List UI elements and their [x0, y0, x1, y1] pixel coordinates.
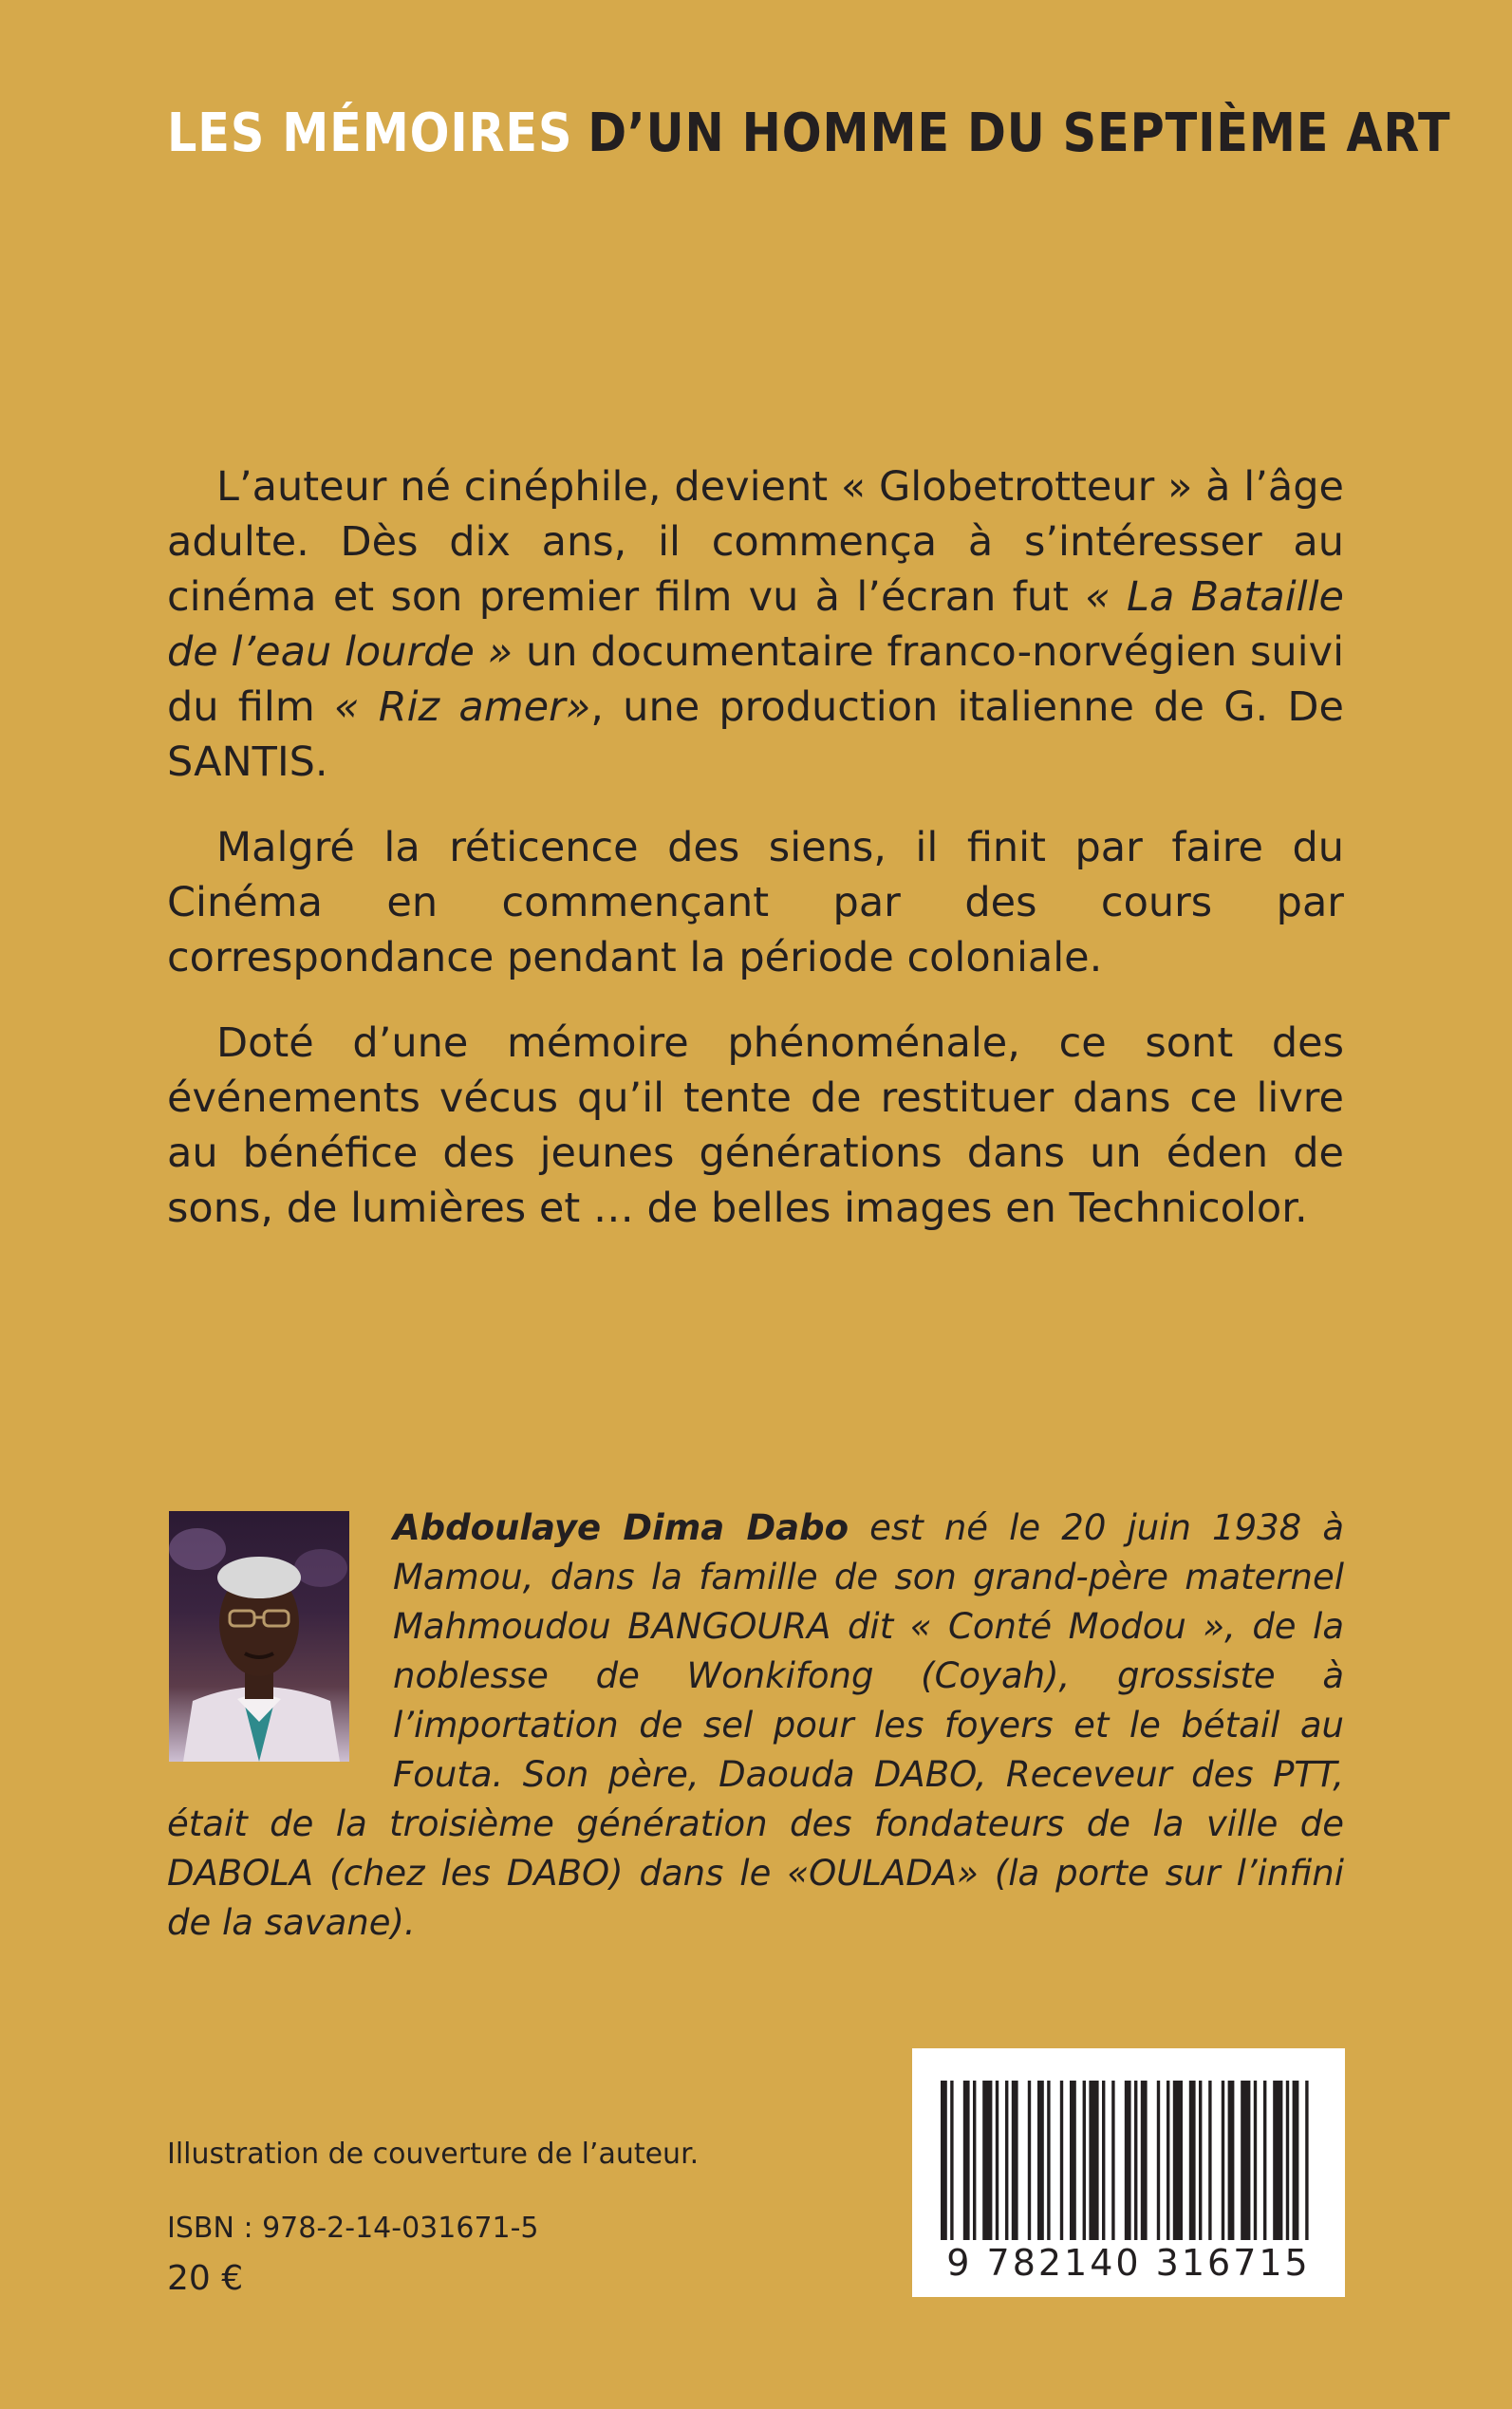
barcode-bar [1199, 2081, 1202, 2240]
isbn: ISBN : 978-2-14-031671-5 [167, 2212, 539, 2245]
barcode-bar [1254, 2081, 1257, 2240]
barcode-bar [1070, 2081, 1076, 2240]
barcode-bar [1263, 2081, 1266, 2240]
barcode-bar [1111, 2081, 1114, 2240]
barcode-bar [1141, 2081, 1148, 2240]
blurb-paragraph-1: L’auteur né cinéphile, devient « Globetrotteur » à l’âge adulte. Dès dix ans, il commença à s’intéresser au cinéma et son premier film vu à l’écran fut « La Bataille de l’eau lourde » un documentaire franco-norvégien suivi du film « Riz amer», une production italienne de G. De SANTIS. [167, 463, 1345, 786]
barcode-bar [1012, 2081, 1018, 2240]
barcode-bar [1037, 2081, 1044, 2240]
barcode-bar [1102, 2081, 1105, 2240]
barcode-bar [1167, 2081, 1169, 2240]
barcode-bar [1208, 2081, 1211, 2240]
barcode-bar [1293, 2081, 1299, 2240]
barcode-bar [1028, 2081, 1031, 2240]
barcode-bar [1125, 2081, 1131, 2240]
title-part-1: LES MÉMOIRES [167, 103, 573, 164]
barcode-bar [1005, 2081, 1008, 2240]
barcode-bar [973, 2081, 976, 2240]
barcode-bar [1228, 2081, 1235, 2240]
title-part-2: D’UN HOMME DU SEPTIÈME ART [588, 103, 1451, 164]
barcode [912, 2048, 1345, 2297]
barcode-bar [1273, 2081, 1282, 2240]
author-biography: Abdoulaye Dima Dabo est né le 20 juin 1938 à Mamou, dans la famille de son grand-père maternel Mahmoudou BANGOURA dit « Conté Modou », de la noblesse de Wonkifong (Coyah), grossiste à l’importation de sel pour les foyers et le bétail au Fouta. Son père, Daouda DABO, Receveur des PTT, était de la troisième génération des fondateurs de la ville de DABOLA (chez les DABO) dans le «OULADA» (la porte sur l’infini de la savane). [167, 1507, 1345, 1943]
blurb-paragraph-2: Malgré la réticence des siens, il finit par faire du Cinéma en commençant par des cours par correspondance pendant la période coloniale. [167, 824, 1344, 981]
barcode-bar [1134, 2081, 1137, 2240]
barcode-bar [1083, 2081, 1086, 2240]
barcode-bar [1189, 2081, 1196, 2240]
barcode-bar [1047, 2081, 1050, 2240]
barcode-bar [1222, 2081, 1224, 2240]
barcode-bar [1089, 2081, 1098, 2240]
barcode-bar [1305, 2081, 1308, 2240]
film-title-1: « La Bataille de l’eau lourde » [167, 573, 1344, 676]
barcode-bar [963, 2081, 970, 2240]
barcode-bar [1157, 2081, 1160, 2240]
barcode-bar [982, 2081, 992, 2240]
barcode-digits: 9 782140 316715 [946, 2242, 1311, 2284]
book-title [167, 103, 1451, 164]
back-cover-blurb [167, 459, 1344, 1266]
barcode-bar [996, 2081, 999, 2240]
barcode-bar [941, 2081, 947, 2240]
film-title-2: « Riz amer» [333, 683, 591, 731]
blurb-paragraph-3: Doté d’une mémoire phénoménale, ce sont des événements vécus qu’il tente de restituer dans ce livre au bénéfice des jeunes générations dans un éden de sons, de lumières et … de belles images en Technicolor. [167, 1019, 1344, 1232]
barcode-bar [1060, 2081, 1063, 2240]
barcode-bar [1286, 2081, 1289, 2240]
barcode-bar [950, 2081, 953, 2240]
barcode-bar [1173, 2081, 1183, 2240]
barcode-bar [1241, 2081, 1250, 2240]
cover-illustration-credit: Illustration de couverture de l’auteur. [167, 2138, 700, 2171]
price: 20 € [167, 2259, 244, 2298]
author-name: Abdoulaye Dima Dabo [393, 1507, 849, 1548]
